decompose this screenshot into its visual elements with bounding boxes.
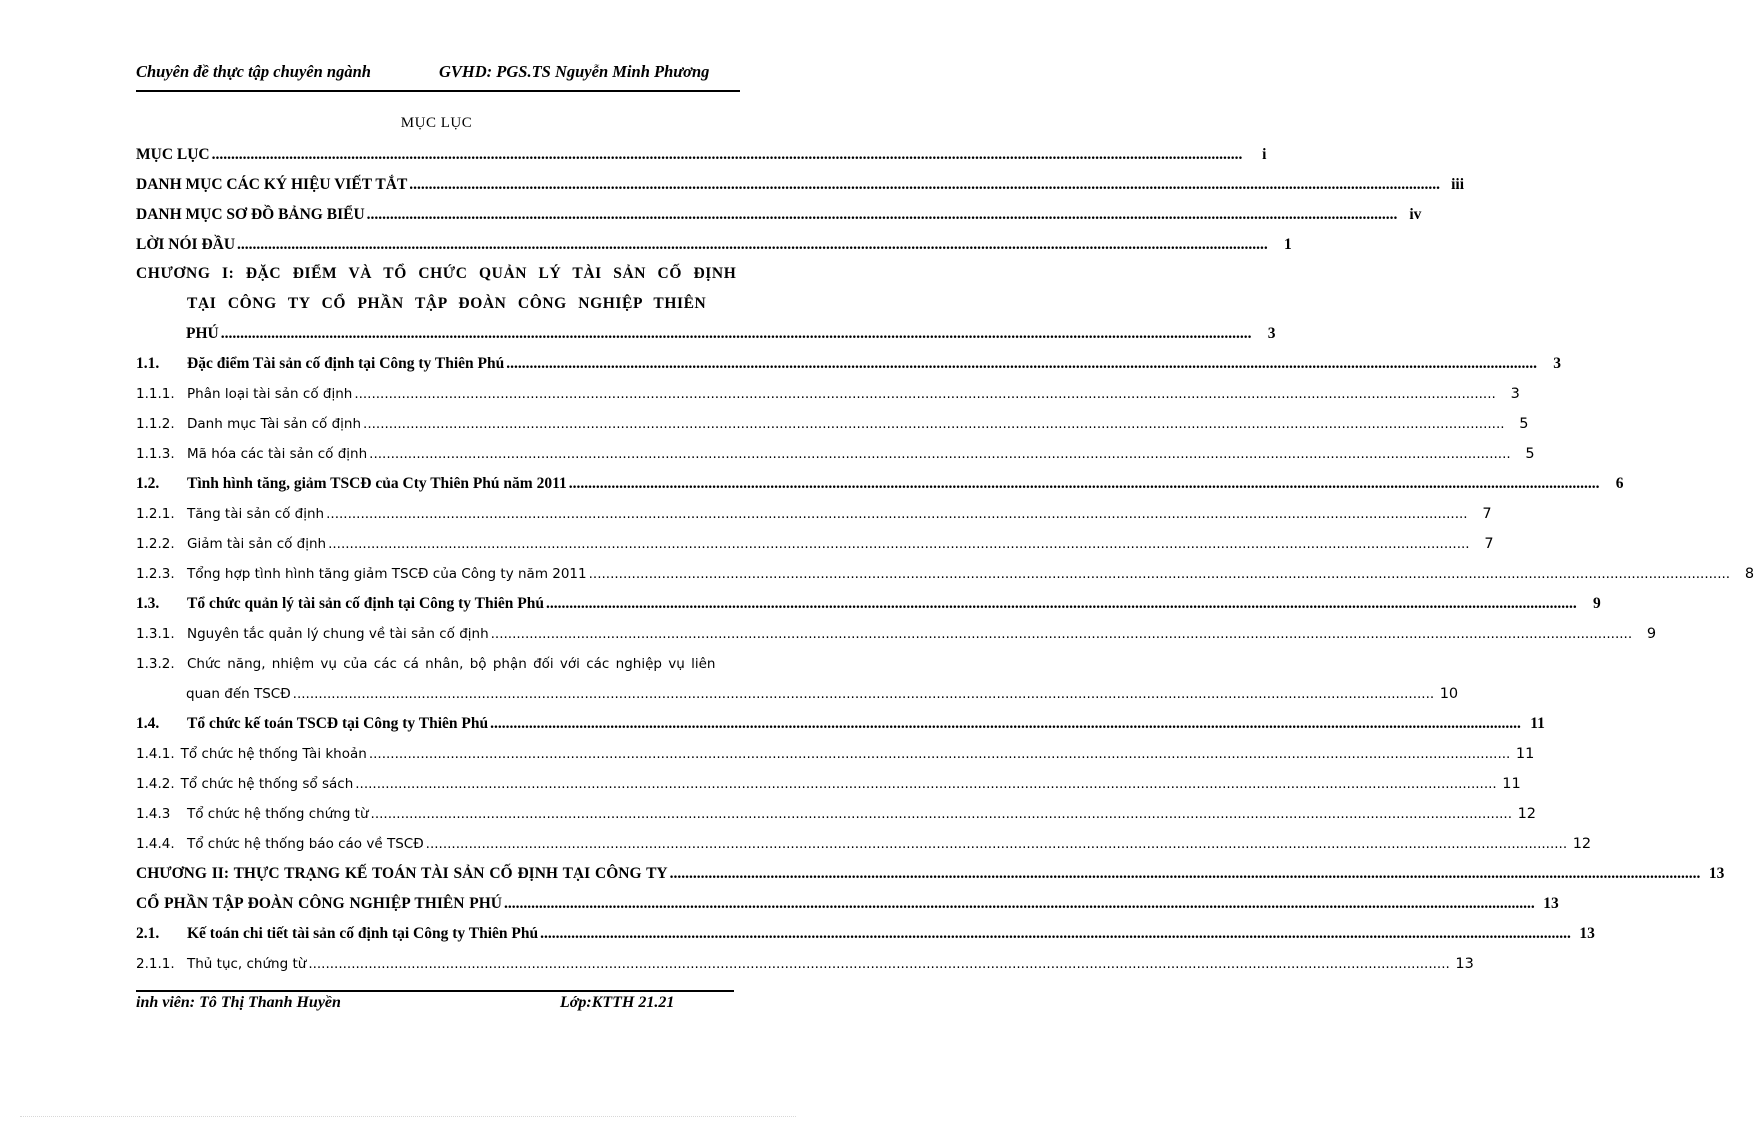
footer-student: inh viên: Tô Thị Thanh Huyền [136,994,341,1011]
toc-entry[interactable]: 1.1.2. Danh mục Tài sản cố định .......................................................................................................................................................................................................................................................................... 5 [136,412,754,436]
toc-entry-page: 1 [1284,236,1292,253]
toc-entry-number: 1.2.2. [136,536,175,552]
toc-entry-number: 1.4.4. [136,836,175,852]
toc-entry-title: DANH MỤC CÁC KÝ HIỆU VIẾT TẮT [136,176,408,193]
toc-entry-title: CỔ PHẦN TẬP ĐOÀN CÔNG NGHIỆP THIÊN PHÚ [136,895,502,912]
toc-entry-number: 2.1. [136,925,160,942]
toc-entry[interactable]: LỜI NÓI ĐẦU .......................................................................................................................................................................................................................................................................... 1 [136,233,754,257]
toc-entry-number: 1.2.1. [136,506,175,522]
toc-entry[interactable]: PHÚ .......................................................................................................................................................................................................................................................................... 3 [186,322,754,346]
toc-entry-number: 2.1.1. [136,956,175,972]
toc-entry[interactable]: 1.2. Tình hình tăng, giảm TSCĐ của Cty Thiên Phú năm 2011 .......................................................................................................................................................................................................................................................................... 6 [136,472,754,496]
toc-entry-title: quan đến TSCĐ [186,686,291,702]
toc-entry-number: 1.4.3 [136,806,171,822]
toc-entry-title: Tổng hợp tình hình tăng giảm TSCĐ của Công ty năm 2011 [187,566,587,582]
toc-entry[interactable]: 1.1.1. Phân loại tài sản cố định .......................................................................................................................................................................................................................................................................... 3 [136,382,754,406]
header-supervisor: GVHD: PGS.TS Nguyễn Minh Phương [439,62,710,81]
toc-entry-number: 1.3. [136,595,160,612]
toc-entry-title-line[interactable]: Chức năng, nhiệm vụ của các cá nhân, bộ phận đối với các nghiệp vụ liên [187,656,716,672]
toc-entry-page: 13 [1455,956,1474,972]
toc-entry-title: Danh mục Tài sản cố định [187,416,362,432]
toc-entry[interactable]: 1.2.3. Tổng hợp tình hình tăng giảm TSCĐ của Công ty năm 2011 .......................................................................................................................................................................................................................................................................... 8 [136,562,754,586]
toc-entry[interactable]: 1.2.1. Tăng tài sản cố định .......................................................................................................................................................................................................................................................................... 7 [136,502,754,526]
toc-entry-page: 8 [1744,566,1754,582]
toc-entry-number: 1.4.1. [136,746,175,762]
toc-entry[interactable]: 1.1. Đặc điểm Tài sản cố định tại Công ty Thiên Phú .......................................................................................................................................................................................................................................................................... 3 [136,352,754,376]
header-course-title: Chuyên đề thực tập chuyên ngành [136,62,371,81]
toc-entry-page: iii [1451,176,1465,193]
toc-entry[interactable]: 2.1.1. Thủ tục, chứng từ .......................................................................................................................................................................................................................................................................... 13 [136,952,754,976]
toc-entry-title: Tăng tài sản cố định [187,506,325,522]
toc-entry-page: 10 [1439,686,1459,702]
toc-entry-title: Giảm tài sản cố định [187,536,327,552]
toc-entry[interactable]: CỔ PHẦN TẬP ĐOÀN CÔNG NGHIỆP THIÊN PHÚ .......................................................................................................................................................................................................................................................................... 13 [136,892,754,916]
toc-chapter-line[interactable]: TẠI CÔNG TY CỔ PHẦN TẬP ĐOÀN CÔNG NGHIỆP THIÊN [187,295,707,312]
toc-entry-page: 12 [1572,836,1592,852]
toc-entry-title: LỜI NÓI ĐẦU [136,236,236,253]
toc-entry-page: 13 [1579,925,1595,942]
toc-entry[interactable]: 1.4. Tổ chức kế toán TSCĐ tại Công ty Thiên Phú .......................................................................................................................................................................................................................................................................... 11 [136,712,754,736]
toc-entry-title: Nguyên tắc quản lý chung về tài sản cố định [187,626,489,642]
toc-chapter-line[interactable]: CHƯƠNG I: ĐẶC ĐIỂM VÀ TỔ CHỨC QUẢN LÝ TÀI SẢN CỐ ĐỊNH [136,265,737,282]
toc-entry-title: Thủ tục, chứng từ [187,956,307,972]
toc-entry[interactable]: 1.2.2. Giảm tài sản cố định .......................................................................................................................................................................................................................................................................... 7 [136,532,754,556]
toc-entry-title: Kế toán chi tiết tài sản cố định tại Công ty Thiên Phú [187,925,539,942]
toc-entry-title: Tổ chức hệ thống Tài khoản [180,746,367,762]
toc-entry[interactable]: CHƯƠNG II: THỰC TRẠNG KẾ TOÁN TÀI SẢN CỐ ĐỊNH TẠI CÔNG TY .......................................................................................................................................................................................................................................................................... 13 [136,862,754,886]
toc-entry-page: 13 [1543,895,1559,912]
toc-entry-title: PHÚ [186,325,219,342]
toc-entry-page: 3 [1553,355,1561,372]
toc-entry-page: 9 [1593,595,1601,612]
toc-entry-title: Phân loại tài sản cố định [187,386,353,402]
toc-entry-page: 11 [1530,715,1545,732]
toc-entry-page: 5 [1519,416,1529,432]
toc-entry-page: 9 [1646,626,1657,642]
toc-entry-page: 6 [1615,475,1624,492]
toc-entry[interactable]: 1.3.1. Nguyên tắc quản lý chung về tài sản cố định .......................................................................................................................................................................................................................................................................... 9 [136,622,754,646]
toc-entry[interactable]: MỤC LỤC .......................................................................................................................................................................................................................................................................... i [136,143,754,167]
toc-entry-title: Đặc điểm Tài sản cố định tại Công ty Thiên Phú [187,355,505,372]
toc-entry-title: Tổ chức kế toán TSCĐ tại Công ty Thiên Phú [187,715,489,732]
toc-entry-page: 3 [1267,325,1276,342]
toc-entry[interactable]: DANH MỤC SƠ ĐỒ BẢNG BIỂU .......................................................................................................................................................................................................................................................................... iv [136,203,754,227]
page-header [136,58,740,92]
toc-entry-page: 11 [1502,776,1521,792]
toc-entry-page: 5 [1525,446,1535,462]
toc-entry-page: 13 [1708,865,1725,882]
page-bottom-divider [20,1116,796,1117]
toc-entry[interactable]: 1.4.2. Tổ chức hệ thống sổ sách .......................................................................................................................................................................................................................................................................... 11 [136,772,754,796]
toc-entry-number: 1.2.3. [136,566,175,582]
toc-entry-title: Tình hình tăng, giảm TSCĐ của Cty Thiên Phú năm 2011 [187,475,567,492]
toc-entry-number: 1.1.2. [136,416,175,432]
toc-entry-page: 3 [1510,386,1520,402]
toc-entry-title: CHƯƠNG II: THỰC TRẠNG KẾ TOÁN TÀI SẢN CỐ ĐỊNH TẠI CÔNG TY [136,865,668,882]
toc-entry-page: i [1262,146,1267,163]
toc-entry[interactable]: 1.3. Tổ chức quản lý tài sản cố định tại Công ty Thiên Phú .......................................................................................................................................................................................................................................................................... 9 [136,592,754,616]
toc-entry-number: 1.3.1. [136,626,175,642]
toc-entry-page: iv [1409,206,1422,223]
toc-entry-page: 12 [1517,806,1537,822]
toc-entry[interactable]: 1.4.1. Tổ chức hệ thống Tài khoản .......................................................................................................................................................................................................................................................................... 11 [136,742,754,766]
toc-entry-title: Mã hóa các tài sản cố định [187,446,368,462]
toc-entry-title: Tổ chức hệ thống chứng từ [187,806,369,822]
toc-entry-number: 1.3.2. [136,656,175,672]
toc-entry[interactable]: 1.4.3 Tổ chức hệ thống chứng từ .......................................................................................................................................................................................................................................................................... 12 [136,802,754,826]
toc-entry-title: Tổ chức quản lý tài sản cố định tại Công ty Thiên Phú [187,595,544,612]
toc-entry[interactable]: 1.1.3. Mã hóa các tài sản cố định .......................................................................................................................................................................................................................................................................... 5 [136,442,754,466]
toc-entry[interactable]: 1.4.4. Tổ chức hệ thống báo cáo về TSCĐ .......................................................................................................................................................................................................................................................................... 12 [136,832,754,856]
toc-entry-number: 1.2. [136,475,160,492]
toc-entry-number: 1.4.2. [136,776,175,792]
toc-entry-number: 1.1.1. [136,386,175,402]
toc-entry[interactable]: 2.1. Kế toán chi tiết tài sản cố định tại Công ty Thiên Phú .......................................................................................................................................................................................................................................................................... 13 [136,922,754,946]
toc-entry-page: 11 [1515,746,1535,762]
toc-entry-number: 1.4. [136,715,160,732]
toc-entry-number: 1.1.3. [136,446,175,462]
toc-entry[interactable]: quan đến TSCĐ .......................................................................................................................................................................................................................................................................... 10 [186,682,754,706]
toc-entry-title: Tổ chức hệ thống báo cáo về TSCĐ [187,836,424,852]
toc-entry-number: 1.1. [136,355,160,372]
toc-entry-page: 7 [1484,536,1494,552]
toc-entry[interactable]: DANH MỤC CÁC KÝ HIỆU VIẾT TẮT .......................................................................................................................................................................................................................................................................... iii [136,173,754,197]
toc-entry-title: Tổ chức hệ thống sổ sách [180,776,354,792]
footer-class: Lớp:KTTH 21.21 [560,994,675,1011]
toc-heading: MỤC LỤC [400,115,473,131]
toc-entry-page: 7 [1482,506,1492,522]
toc-entry-title: MỤC LỤC [136,146,210,163]
footer-divider [136,990,734,993]
toc-entry-title: DANH MỤC SƠ ĐỒ BẢNG BIỂU [136,206,365,223]
